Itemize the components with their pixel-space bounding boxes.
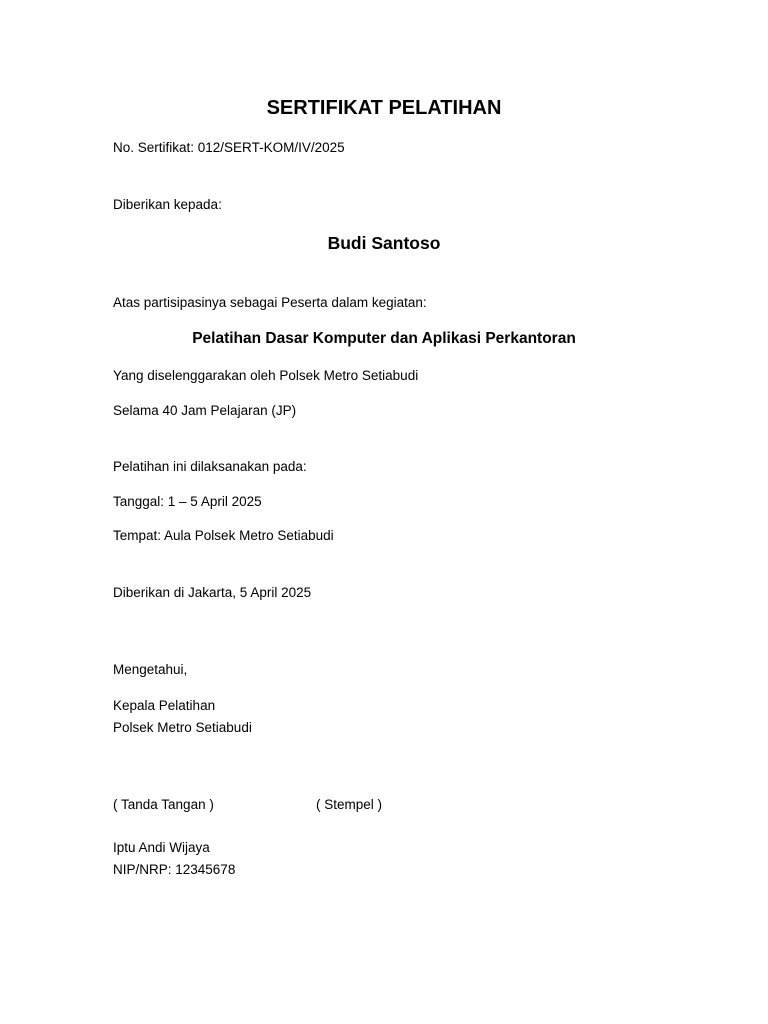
participation-line: Atas partisipasinya sebagai Peserta dalam kegiatan:	[113, 295, 427, 310]
place-line: Tempat: Aula Polsek Metro Setiabudi	[113, 528, 334, 543]
recipient-name: Budi Santoso	[327, 233, 441, 253]
stamp-placeholder: ( Stempel )	[316, 797, 383, 812]
given-to-label: Diberikan kepada:	[113, 197, 222, 212]
organizer-line: Yang diselenggarakan oleh Polsek Metro Setiabudi	[113, 368, 419, 383]
signer-name: Iptu Andi Wijaya	[113, 840, 210, 855]
date-line: Tanggal: 1 – 5 April 2025	[113, 494, 262, 509]
signature-placeholder: ( Tanda Tangan )	[113, 797, 214, 812]
signer-position-line2: Polsek Metro Setiabudi	[113, 720, 252, 735]
issued-line: Diberikan di Jakarta, 5 April 2025	[113, 585, 312, 600]
event-title: Pelatihan Dasar Komputer dan Aplikasi Perkantoran	[192, 330, 576, 347]
certificate-title: SERTIFIKAT PELATIHAN	[266, 97, 502, 119]
signer-id: NIP/NRP: 12345678	[113, 862, 236, 877]
certificate-number: No. Sertifikat: 012/SERT-KOM/IV/2025	[113, 140, 345, 155]
acknowledged-label: Mengetahui,	[113, 662, 188, 677]
duration-line: Selama 40 Jam Pelajaran (JP)	[113, 403, 297, 418]
held-on-label: Pelatihan ini dilaksanakan pada:	[113, 459, 307, 474]
signer-position-line1: Kepala Pelatihan	[113, 698, 216, 713]
